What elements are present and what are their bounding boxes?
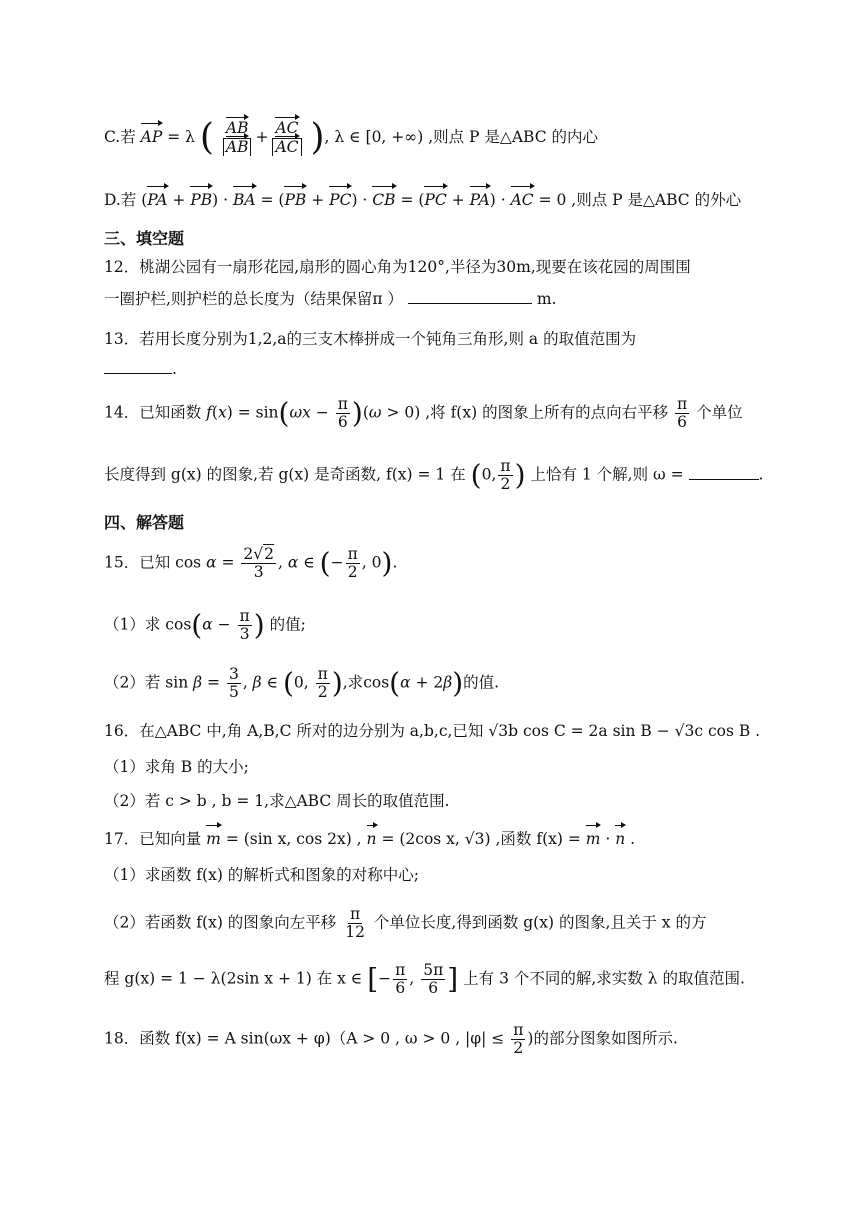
option-d-conclusion: ,则点 P 是△ABC 的外心 [571,191,742,209]
question-17: 17．已知向量 m = (sin x, cos 2x) , n = (2cos x, √3) ,函数 f(x) = m · n . [104,830,636,848]
question-14-line-2: 长度得到 g(x) 的图象,若 g(x) 是奇函数, f(x) = 1 在 (0, $\frac{\pi}{2}$ ) 上恰有 1 个解,则 ω = . [104,457,764,494]
lambda-range: λ ∈ [0, +∞) [334,128,424,146]
question-12-line-2: 一圈护栏,则护栏的总长度为（结果保留π ） m. [104,290,557,308]
question-17-part-2: （2）若函数 f(x) 的图象向左平移 $\frac{\pi}{12}$ 个单位长度,得到函数 g(x) 的图象,且关于 x 的方 [104,905,707,942]
question-15-part-2: （2）若 sin β = $\frac{3}{5}$ , β ∈ (0, $\frac{\pi}{2}$ ),求cos(α + 2β)的值. [104,665,500,702]
answer-blank[interactable] [104,359,172,374]
question-13-line-2: . [104,358,177,380]
option-d: D.若 (PA + PB) · BA = (PB + PC) · CB = (PC + PA) · AC = 0 ,则点 P 是△ABC 的外心 [104,191,742,209]
answer-blank[interactable] [408,289,532,304]
question-18: 18．函数 f(x) = A sin(ωx + φ)（A > 0 , ω > 0 , |φ| ≤ $\frac{\pi}{2}$ )的部分图象如图所示. [104,1021,678,1058]
section-heading-solve: 四、解答题 [104,513,185,532]
question-16-part-1: （1）求角 B 的大小; [104,758,249,776]
paren-right: ) [310,117,325,158]
question-15: 15．已知 cos α = $\frac{2√2}{3}$ , α ∈ (− $\frac{\pi}{2}$ , 0). [104,545,398,582]
question-16-part-2: （2）若 c > b , b = 1,求△ABC 周长的取值范围. [104,792,450,810]
section-heading-fill-blank: 三、填空题 [104,229,185,248]
question-13-line-1: 13．若用长度分别为1,2,a的三支木棒拼成一个钝角三角形,则 a 的取值范围为 [104,330,637,348]
paren-left: ( [199,117,214,158]
fraction-ac-unit: $\frac{AC}{AC}$ [270,120,303,155]
vector-ap: AP [140,128,163,146]
option-c: C.若 AP = λ ( $\frac{AB}{AB}$ + $\frac{AC}{AC}$ ), λ ∈ [0, +∞) ,则点 P 是△ABC 的内心 [104,117,598,158]
question-16: 16．在△ABC 中,角 A,B,C 所对的边分别为 a,b,c,已知 √3b cos C = 2a sin B − √3c cos B . [104,722,761,740]
question-14-line-1: 14．已知函数 f(x) = sin(ωx − $\frac{\pi}{6}$ )(ω > 0) ,将 f(x) 的图象上所有的点向右平移 $\frac{\pi}{6}$ 个单位 [104,395,743,432]
fraction-ab-unit: $\frac{AB}{AB}$ [221,120,254,155]
question-17-part-1: （1）求函数 f(x) 的解析式和图象的对称中心; [104,866,420,884]
option-d-label: D.若 [104,191,137,209]
answer-blank[interactable] [689,465,759,480]
question-15-part-1: （1）求 cos(α − $\frac{\pi}{3}$ ) 的值; [104,607,306,644]
question-12-line-1: 12．桃湖公园有一扇形花园,扇形的圆心角为120°,半径为30m,现要在该花园的周围围 [104,258,691,276]
option-c-label: C.若 [104,128,136,146]
option-c-conclusion: ,则点 P 是△ABC 的内心 [428,128,598,146]
question-17-part-2-line-2: 程 g(x) = 1 − λ(2sin x + 1) 在 x ∈ [− $\frac{\pi}{6}$ , $\frac{5\pi}{6}$ ] 上有 3 个不同的解,求实数 λ 的取值范围. [104,961,745,998]
